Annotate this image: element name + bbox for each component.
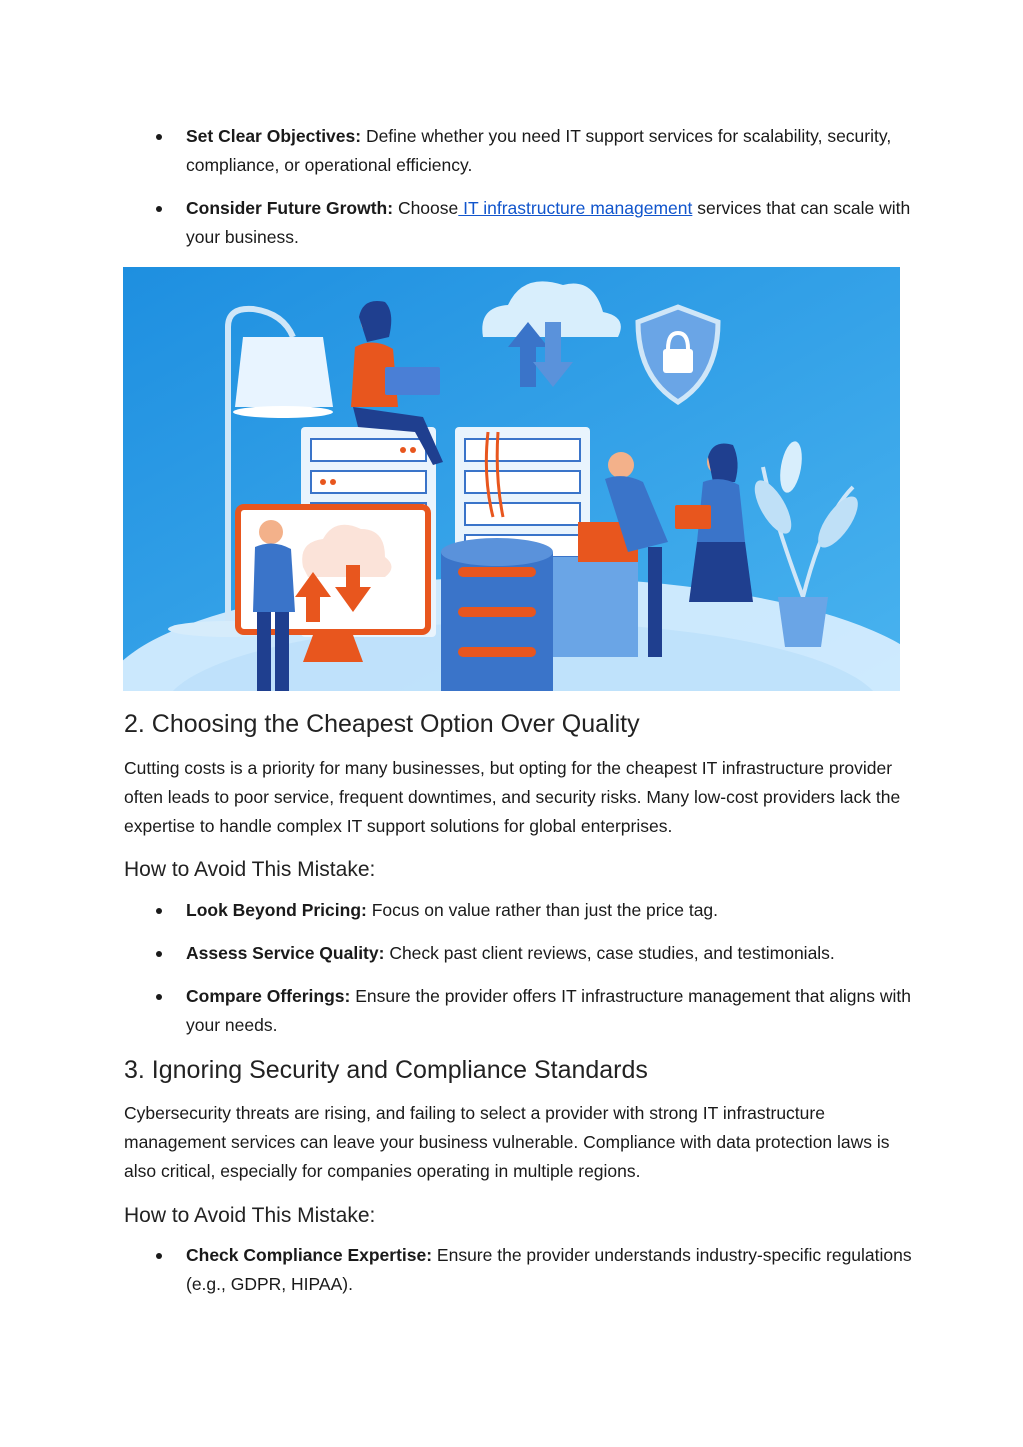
bullet-text: Focus on value rather than just the price tag. — [366, 900, 719, 920]
bullet-text: Choose — [393, 198, 459, 218]
section2-bullet-list — [124, 896, 914, 1040]
bullet-label: Compare Offerings: — [186, 986, 351, 1006]
list-item — [124, 1241, 914, 1299]
section3-bullet-list — [124, 1241, 914, 1299]
bullet-label: Assess Service Quality: — [186, 943, 385, 963]
bullet-label: Set Clear Objectives: — [186, 126, 362, 146]
hero-illustration — [123, 267, 900, 691]
section-paragraph: Cutting costs is a priority for many businesses, but opting for the cheapest IT infrastructure provider often leads to poor service, frequent downtimes, and security risks. Many low-cost providers lack the expertise to handle complex IT support solutions for global enterprises. — [124, 758, 901, 836]
bullet-text: Ensure the provider understands industry-specific regulations (e.g., GDPR, HIPAA). — [186, 1245, 912, 1294]
top-bullet-list — [124, 122, 914, 252]
bullet-text: Define whether you need IT support services for scalability, security, compliance, or operational efficiency. — [186, 126, 892, 175]
bullet-text: Ensure the provider offers IT infrastructure management that aligns with your needs. — [186, 986, 911, 1035]
list-item — [124, 939, 914, 968]
list-item — [124, 896, 914, 925]
database-icon — [441, 538, 553, 691]
section-heading: 2. Choosing the Cheapest Option Over Quality — [124, 710, 640, 738]
it-infrastructure-illustration — [123, 267, 900, 691]
list-item — [124, 982, 914, 1040]
bullet-label: Check Compliance Expertise: — [186, 1245, 433, 1265]
bullet-text: Check past client reviews, case studies, and testimonials. — [384, 943, 835, 963]
bullet-label: Look Beyond Pricing: — [186, 900, 367, 920]
subheading: How to Avoid This Mistake: — [124, 858, 376, 881]
it-infrastructure-management-link[interactable]: IT infrastructure management — [458, 198, 693, 218]
list-item — [124, 194, 914, 252]
list-item — [124, 122, 914, 180]
section-paragraph: Cybersecurity threats are rising, and failing to select a provider with strong IT infrastructure management services can leave your business vulnerable. Compliance with data protection laws is also critical, especially for companies operating in multiple regions. — [124, 1103, 890, 1181]
bullet-text: services that can scale with your business. — [186, 198, 911, 247]
bullet-label: Consider Future Growth: — [186, 198, 394, 218]
subheading: How to Avoid This Mistake: — [124, 1204, 376, 1227]
section-heading: 3. Ignoring Security and Compliance Standards — [124, 1056, 648, 1084]
